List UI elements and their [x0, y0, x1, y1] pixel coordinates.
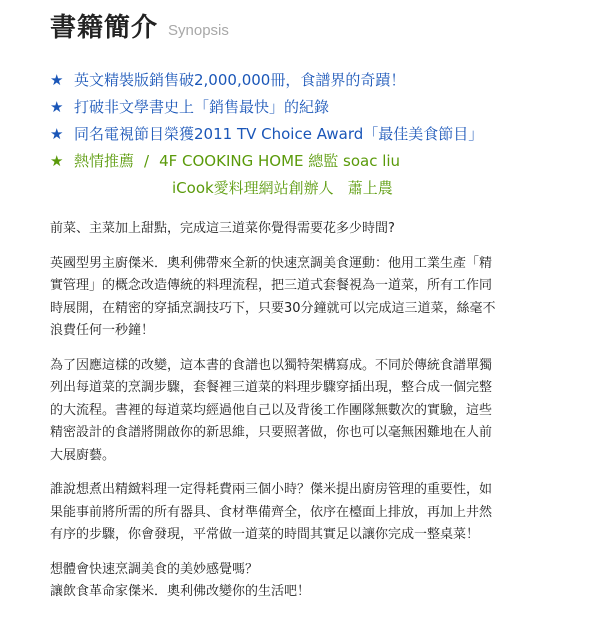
synopsis-paragraph: [50, 253, 562, 343]
recommendation-separator: /: [144, 151, 150, 170]
section-subtitle: Synopsis: [168, 22, 229, 39]
synopsis-paragraph: [50, 479, 562, 547]
synopsis-paragraph: [50, 218, 562, 241]
recommendation-label: 熱情推薦: [74, 152, 135, 170]
star-icon: ★: [50, 70, 64, 89]
highlight-text: 英文精裝版銷售破2,000,000冊，食譜界的奇蹟！: [74, 71, 406, 89]
text-line: 的大流程。書裡的每道菜均經過他自己以及背後工作團隊無數次的實驗，這些: [50, 402, 493, 418]
text-line: 想體會快速烹調美食的美妙感覺嗎？: [50, 561, 259, 577]
section-title: 書籍簡介: [50, 13, 159, 43]
text-line: 列出每道菜的烹調步驟，套餐裡三道菜的料理步驟穿插出現，整合成一個完整: [50, 380, 493, 395]
star-icon: ★: [50, 151, 64, 170]
text-line: 時展開，在精密的穿插烹調技巧下，只要30分鐘就可以完成這三道菜，絲毫不: [50, 300, 496, 316]
highlight-item: [50, 120, 590, 147]
recommendation-item: [50, 147, 590, 174]
recommender-2-name: 蕭上農: [347, 179, 393, 197]
synopsis-paragraph: [50, 559, 562, 604]
recommender-1: 4F COOKING HOME 總監 soac liu: [159, 152, 401, 170]
text-line: 前菜、主菜加上甜點，完成這三道菜你覺得需要花多少時間?: [50, 221, 395, 236]
synopsis-paragraph: [50, 355, 562, 468]
text-line: 實管理」的概念改造傳統的料理流程，把三道式套餐視為一道菜，所有工作同: [50, 278, 493, 293]
star-icon: ★: [50, 97, 64, 116]
text-line: 果能事前將所需的所有器具、食材準備齊全，依序在檯面上排放，再加上井然: [50, 504, 493, 520]
synopsis-body: [50, 218, 562, 616]
text-line: 誰說想煮出精緻料理一定得耗費兩三個小時？傑米提出廚房管理的重要性，如: [50, 482, 493, 497]
highlight-text: 打破非文學書史上「銷售最快」的紀錄: [74, 98, 330, 116]
text-line: 為了因應這樣的改變，這本書的食譜也以獨特架構寫成。不同於傳統食譜單獨: [50, 357, 493, 373]
highlights-list: [50, 66, 590, 201]
section-header: [50, 8, 229, 44]
recommender-2: [50, 174, 590, 201]
text-line: 有序的步驟，你會發現，平常做一道菜的時間其實足以讓你完成一整桌菜！: [50, 527, 480, 542]
text-line: 精密設計的食譜將開啟你的新思維，只要照著做，你也可以毫無困難地在人前: [50, 425, 493, 440]
text-line: 浪費任何一秒鐘！: [50, 323, 155, 338]
highlight-text: 同名電視節目榮獲2011 TV Choice Award「最佳美食節目」: [74, 125, 484, 143]
recommender-2-title: iCook愛料理網站創辦人: [172, 179, 334, 197]
text-line: 英國型男主廚傑米．奧利佛帶來全新的快速烹調美食運動：他用工業生產「精: [50, 255, 493, 271]
highlight-item: [50, 93, 590, 120]
text-line: 大展廚藝。: [50, 447, 116, 463]
star-icon: ★: [50, 124, 64, 143]
highlight-item: [50, 66, 590, 93]
text-line: 讓飲食革命家傑米．奧利佛改變你的生活吧！: [50, 584, 311, 599]
